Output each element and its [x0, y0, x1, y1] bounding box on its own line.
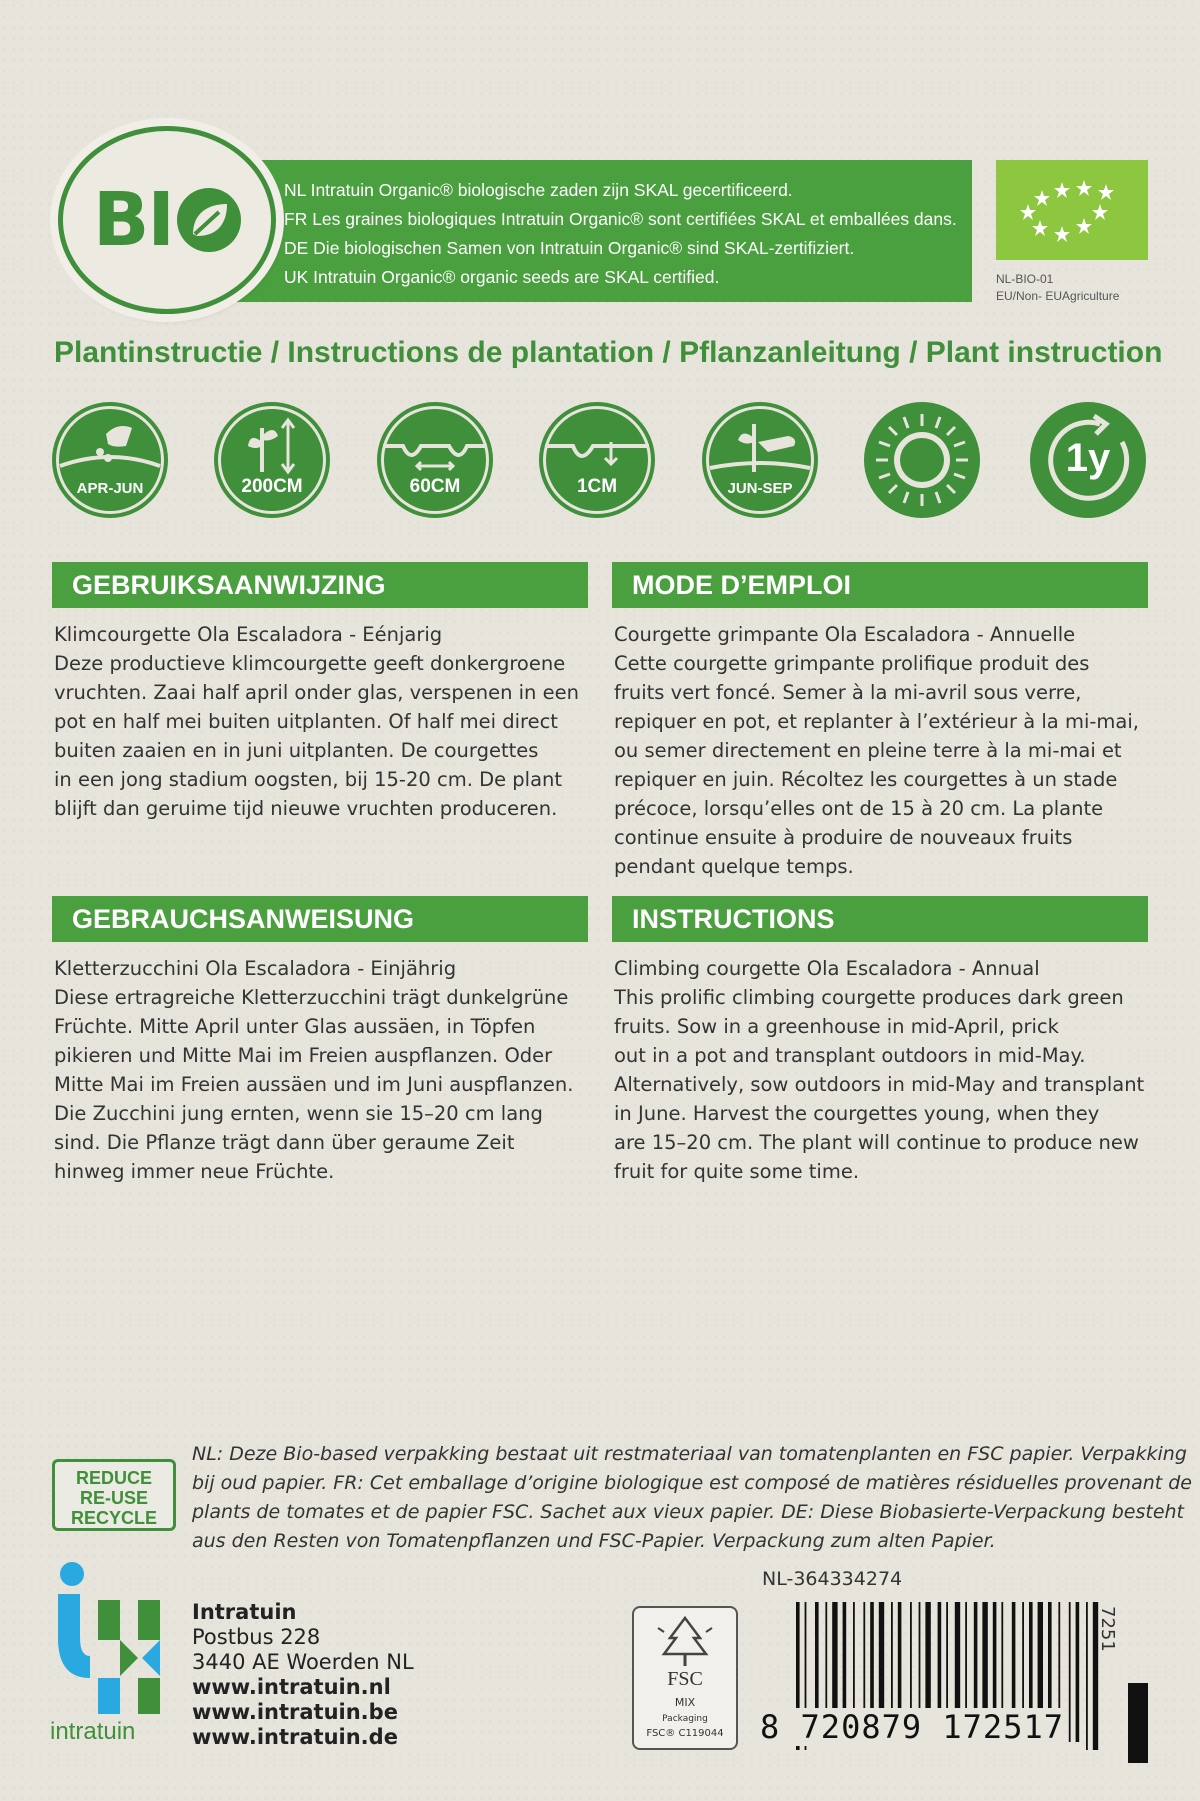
- sowing-period-label: APR-JUN: [76, 480, 144, 497]
- company-address-line2: 3440 AE Woerden NL: [192, 1650, 414, 1674]
- fr-line: ou semer directement en pleine terre à la mi-mai et: [614, 739, 1122, 762]
- side-number: 7251: [1097, 1606, 1118, 1652]
- recycle-badge: [52, 1459, 176, 1531]
- plant-spacing-label: 60CM: [409, 476, 461, 497]
- cert-line-de: DE Die biologischen Samen von Intratuin Organic® sind SKAL-zertifiziert.: [284, 238, 855, 258]
- packaging-line: plants de tomates et de papier FSC. Sachet aux vieux papier. DE: Diese Biobasierte-Verpackung besteht: [192, 1501, 1184, 1523]
- fsc-logo: [632, 1606, 738, 1750]
- annual-label: 1y: [1065, 436, 1111, 480]
- plant-instruction-title: Plantinstructie / Instructions de plantation / Pflanzanleitung / Plant instruction: [54, 336, 1163, 369]
- nl-line: buiten zaaien en in juni uitplanten. De courgettes: [54, 739, 539, 762]
- fr-section-text: [614, 620, 1139, 881]
- fr-line: fruits vert foncé. Semer à la mi-avril sous verre,: [614, 681, 1082, 704]
- recycle-line: REDUCE: [75, 1468, 152, 1488]
- certification-text: [284, 176, 957, 292]
- side-bar: [1128, 1683, 1148, 1763]
- uk-section-text: [614, 954, 1144, 1186]
- plant-height-label: 200CM: [241, 476, 303, 497]
- uk-line: Alternatively, sow outdoors in mid-May and transplant: [614, 1073, 1145, 1096]
- intratuin-logo: [50, 1560, 172, 1745]
- fsc-code: FSC® C119044: [646, 1728, 724, 1739]
- harvest-period-icon: [702, 402, 818, 518]
- fr-line: continue ensuite à produire de nouveaux fruits: [614, 826, 1073, 849]
- bio-logo: [58, 126, 276, 314]
- uk-line: fruit for quite some time.: [614, 1160, 860, 1183]
- packaging-line: bij oud papier. FR: Cet emballage d’origine biologique est composé de matières résiduelles provenant de: [192, 1472, 1192, 1494]
- fr-line: repiquer en juin. Récoltez les courgettes à un stade: [614, 768, 1118, 791]
- de-line: sind. Die Pflanze trägt dann über geraume Zeit: [54, 1131, 515, 1154]
- eu-code-line2: EU/Non- EUAgriculture: [996, 289, 1120, 303]
- sowing-depth-icon: [539, 402, 655, 518]
- packaging-line: aus den Resten von Tomatenpflanzen und FSC-Papier. Verpackung zum alten Papier.: [192, 1530, 996, 1552]
- company-name: Intratuin: [192, 1600, 297, 1624]
- fsc-title: FSC: [667, 1668, 703, 1690]
- uk-line: Climbing courgette Ola Escaladora - Annual: [614, 957, 1040, 980]
- eu-control-code: [996, 271, 1119, 305]
- company-website-be: www.intratuin.be: [192, 1700, 398, 1724]
- uk-section-header: INSTRUCTIONS: [612, 896, 1148, 942]
- de-line: pikieren und Mitte Mai im Freien auspflanzen. Oder: [54, 1044, 553, 1067]
- leaf-icon: [177, 188, 241, 252]
- company-website-de: www.intratuin.de: [192, 1725, 398, 1749]
- company-address: [192, 1600, 414, 1750]
- nl-line: vruchten. Zaai half april onder glas, verspenen in een: [54, 681, 579, 704]
- fsc-packaging: Packaging: [662, 1714, 708, 1724]
- de-line: Die Zucchini jung ernten, wenn sie 15–20 cm lang: [54, 1102, 543, 1125]
- fr-line: pendant quelque temps.: [614, 855, 854, 878]
- uk-line: This prolific climbing courgette produces dark green: [614, 986, 1124, 1009]
- eu-organic-logo: [996, 160, 1148, 260]
- fr-line: précoce, lorsqu’elles ont de 15 à 20 cm. La plante: [614, 797, 1104, 820]
- packaging-line: NL: Deze Bio-based verpakking bestaat uit restmateriaal van tomatenplanten en FSC papier. Verpakking: [192, 1443, 1187, 1465]
- cert-line-nl: NL Intratuin Organic® biologische zaden zijn SKAL gecertificeerd.: [284, 180, 793, 200]
- fr-line: Courgette grimpante Ola Escaladora - Annuelle: [614, 623, 1076, 646]
- nl-line: blijft dan geruime tijd nieuwe vruchten produceren.: [54, 797, 558, 820]
- de-line: Diese ertragreiche Kletterzucchini trägt dunkelgrüne: [54, 986, 569, 1009]
- de-line: Früchte. Mitte April unter Glas aussäen, in Töpfen: [54, 1015, 536, 1038]
- nl-section-header: GEBRUIKSAANWIJZING: [52, 562, 588, 608]
- de-line: Kletterzucchini Ola Escaladora - Einjährig: [54, 957, 457, 980]
- nl-registration-code: NL-364334274: [762, 1568, 903, 1590]
- sowing-period-icon: [52, 402, 168, 518]
- plant-spacing-icon: [377, 402, 493, 518]
- barcode-number: 8 720879 172517: [760, 1708, 1064, 1746]
- uk-line: fruits. Sow in a greenhouse in mid-April, prick: [614, 1015, 1059, 1038]
- barcode-bar: [1086, 1602, 1088, 1750]
- nl-line: Klimcourgette Ola Escaladora - Eénjarig: [54, 623, 443, 646]
- de-section-header: GEBRAUCHSANWEISUNG: [52, 896, 588, 942]
- de-line: hinweg immer neue Früchte.: [54, 1160, 335, 1183]
- annual-icon: [1030, 402, 1146, 518]
- de-section-text: [54, 954, 573, 1186]
- cert-line-fr: FR Les graines biologiques Intratuin Organic® sont certifiées SKAL et emballées dans.: [284, 209, 957, 229]
- barcode-bar: [1076, 1602, 1080, 1742]
- nl-section-text: [54, 620, 579, 823]
- harvest-period-label: JUN-SEP: [727, 480, 793, 497]
- full-sun-icon: [864, 402, 980, 518]
- de-line: Mitte Mai im Freien aussäen und im Juni auspflanzen.: [54, 1073, 574, 1096]
- sowing-depth-label: 1CM: [576, 476, 618, 497]
- company-address-line1: Postbus 228: [192, 1625, 321, 1649]
- barcode-bar: [1069, 1602, 1071, 1742]
- recycle-line: RECYCLE: [70, 1508, 157, 1528]
- nl-line: in een jong stadium oogsten, bij 15-20 cm. De plant: [54, 768, 563, 791]
- bio-logo-text: BI: [93, 177, 173, 263]
- uk-line: in June. Harvest the courgettes young, when they: [614, 1102, 1100, 1125]
- cert-line-uk: UK Intratuin Organic® organic seeds are SKAL certified.: [284, 267, 720, 287]
- fr-line: repiquer en pot, et replanter à l’extérieur à la mi-mai,: [614, 710, 1139, 733]
- plant-height-icon: [214, 402, 330, 518]
- eu-code-line1: NL-BIO-01: [996, 272, 1054, 286]
- uk-line: out in a pot and transplant outdoors in mid-May.: [614, 1044, 1086, 1067]
- nl-line: pot en half mei buiten uitplanten. Of half mei direct: [54, 710, 558, 733]
- recycle-line: RE-USE: [79, 1488, 148, 1508]
- fr-section-header: MODE D’EMPLOI: [612, 562, 1148, 608]
- fr-line: Cette courgette grimpante prolifique produit des: [614, 652, 1090, 675]
- plant-icons-row: [52, 402, 1152, 524]
- fsc-mix: MIX: [674, 1696, 696, 1709]
- intratuin-logo-text: intratuin: [50, 1718, 136, 1745]
- uk-line: are 15–20 cm. The plant will continue to produce new: [614, 1131, 1139, 1154]
- nl-line: Deze productieve klimcourgette geeft donkergroene: [54, 652, 566, 675]
- packaging-text: [192, 1440, 1192, 1556]
- company-website-nl: www.intratuin.nl: [192, 1675, 391, 1699]
